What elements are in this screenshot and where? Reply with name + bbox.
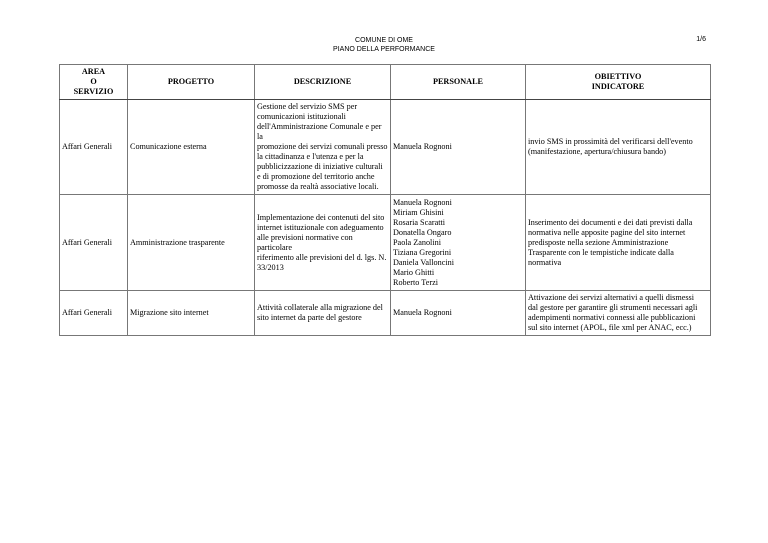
cell-area: Affari Generali [60,195,128,291]
cell-area: Affari Generali [60,100,128,195]
table-row [60,291,711,336]
column-header-progetto: PROGETTO [128,65,255,100]
document-header-piano: PIANO DELLA PERFORMANCE [333,46,435,53]
cell-descrizione: Gestione del servizio SMS per comunicazioni istituzionali dell'Amministrazione Comunale e per la promozione dei servizi comunali presso la cittadinanza e l'utenza e per la pubblicizzazione di iniziative culturali e di promozione del territorio anche promosse da realtà associative locali. [255,100,391,195]
cell-progetto: Comunicazione esterna [128,100,255,195]
cell-personale: Manuela Rognoni [391,291,526,336]
cell-personale: Manuela Rognoni [391,100,526,195]
cell-obiettivo: invio SMS in prossimità del verificarsi dell'evento (manifestazione, apertura/chiusura bando) [526,100,711,195]
cell-descrizione: Implementazione dei contenuti del sito internet istituzionale con adeguamento alle previsioni normative con particolare riferimento alle previsioni del d. lgs. N. 33/2013 [255,195,391,291]
column-header-area: AREA O SERVIZIO [60,65,128,100]
cell-descrizione: Attività collaterale alla migrazione del sito internet da parte del gestore [255,291,391,336]
performance-table [59,64,711,336]
column-header-descrizione: DESCRIZIONE [255,65,391,100]
page-number: 1/6 [696,36,706,43]
column-header-personale: PERSONALE [391,65,526,100]
table-row [60,195,711,291]
cell-personale: Manuela Rognoni Miriam Ghisini Rosaria Scaratti Donatella Ongaro Paola Zanolini Tiziana Gregorini Daniela Valloncini Mario Ghitti Roberto Terzi [391,195,526,291]
document-header-comune: COMUNE DI OME [355,37,413,44]
cell-progetto: Amministrazione trasparente [128,195,255,291]
cell-area: Affari Generali [60,291,128,336]
cell-obiettivo: Inserimento dei documenti e dei dati previsti dalla normativa nelle apposite pagine del sito internet predisposte nella sezione Amministrazione Trasparente con le tempistiche indicate dalla normativa [526,195,711,291]
cell-obiettivo: Attivazione dei servizi alternativi a quelli dismessi dal gestore per garantire gli strumenti necessari agli adempimenti normativi connessi alle pubblicazioni sul sito internet (APOL, file xml per ANAC, ecc.) [526,291,711,336]
table-header-row [60,65,711,100]
cell-progetto: Migrazione sito internet [128,291,255,336]
column-header-obiettivo: OBIETTIVO INDICATORE [526,65,711,100]
table-row [60,100,711,195]
